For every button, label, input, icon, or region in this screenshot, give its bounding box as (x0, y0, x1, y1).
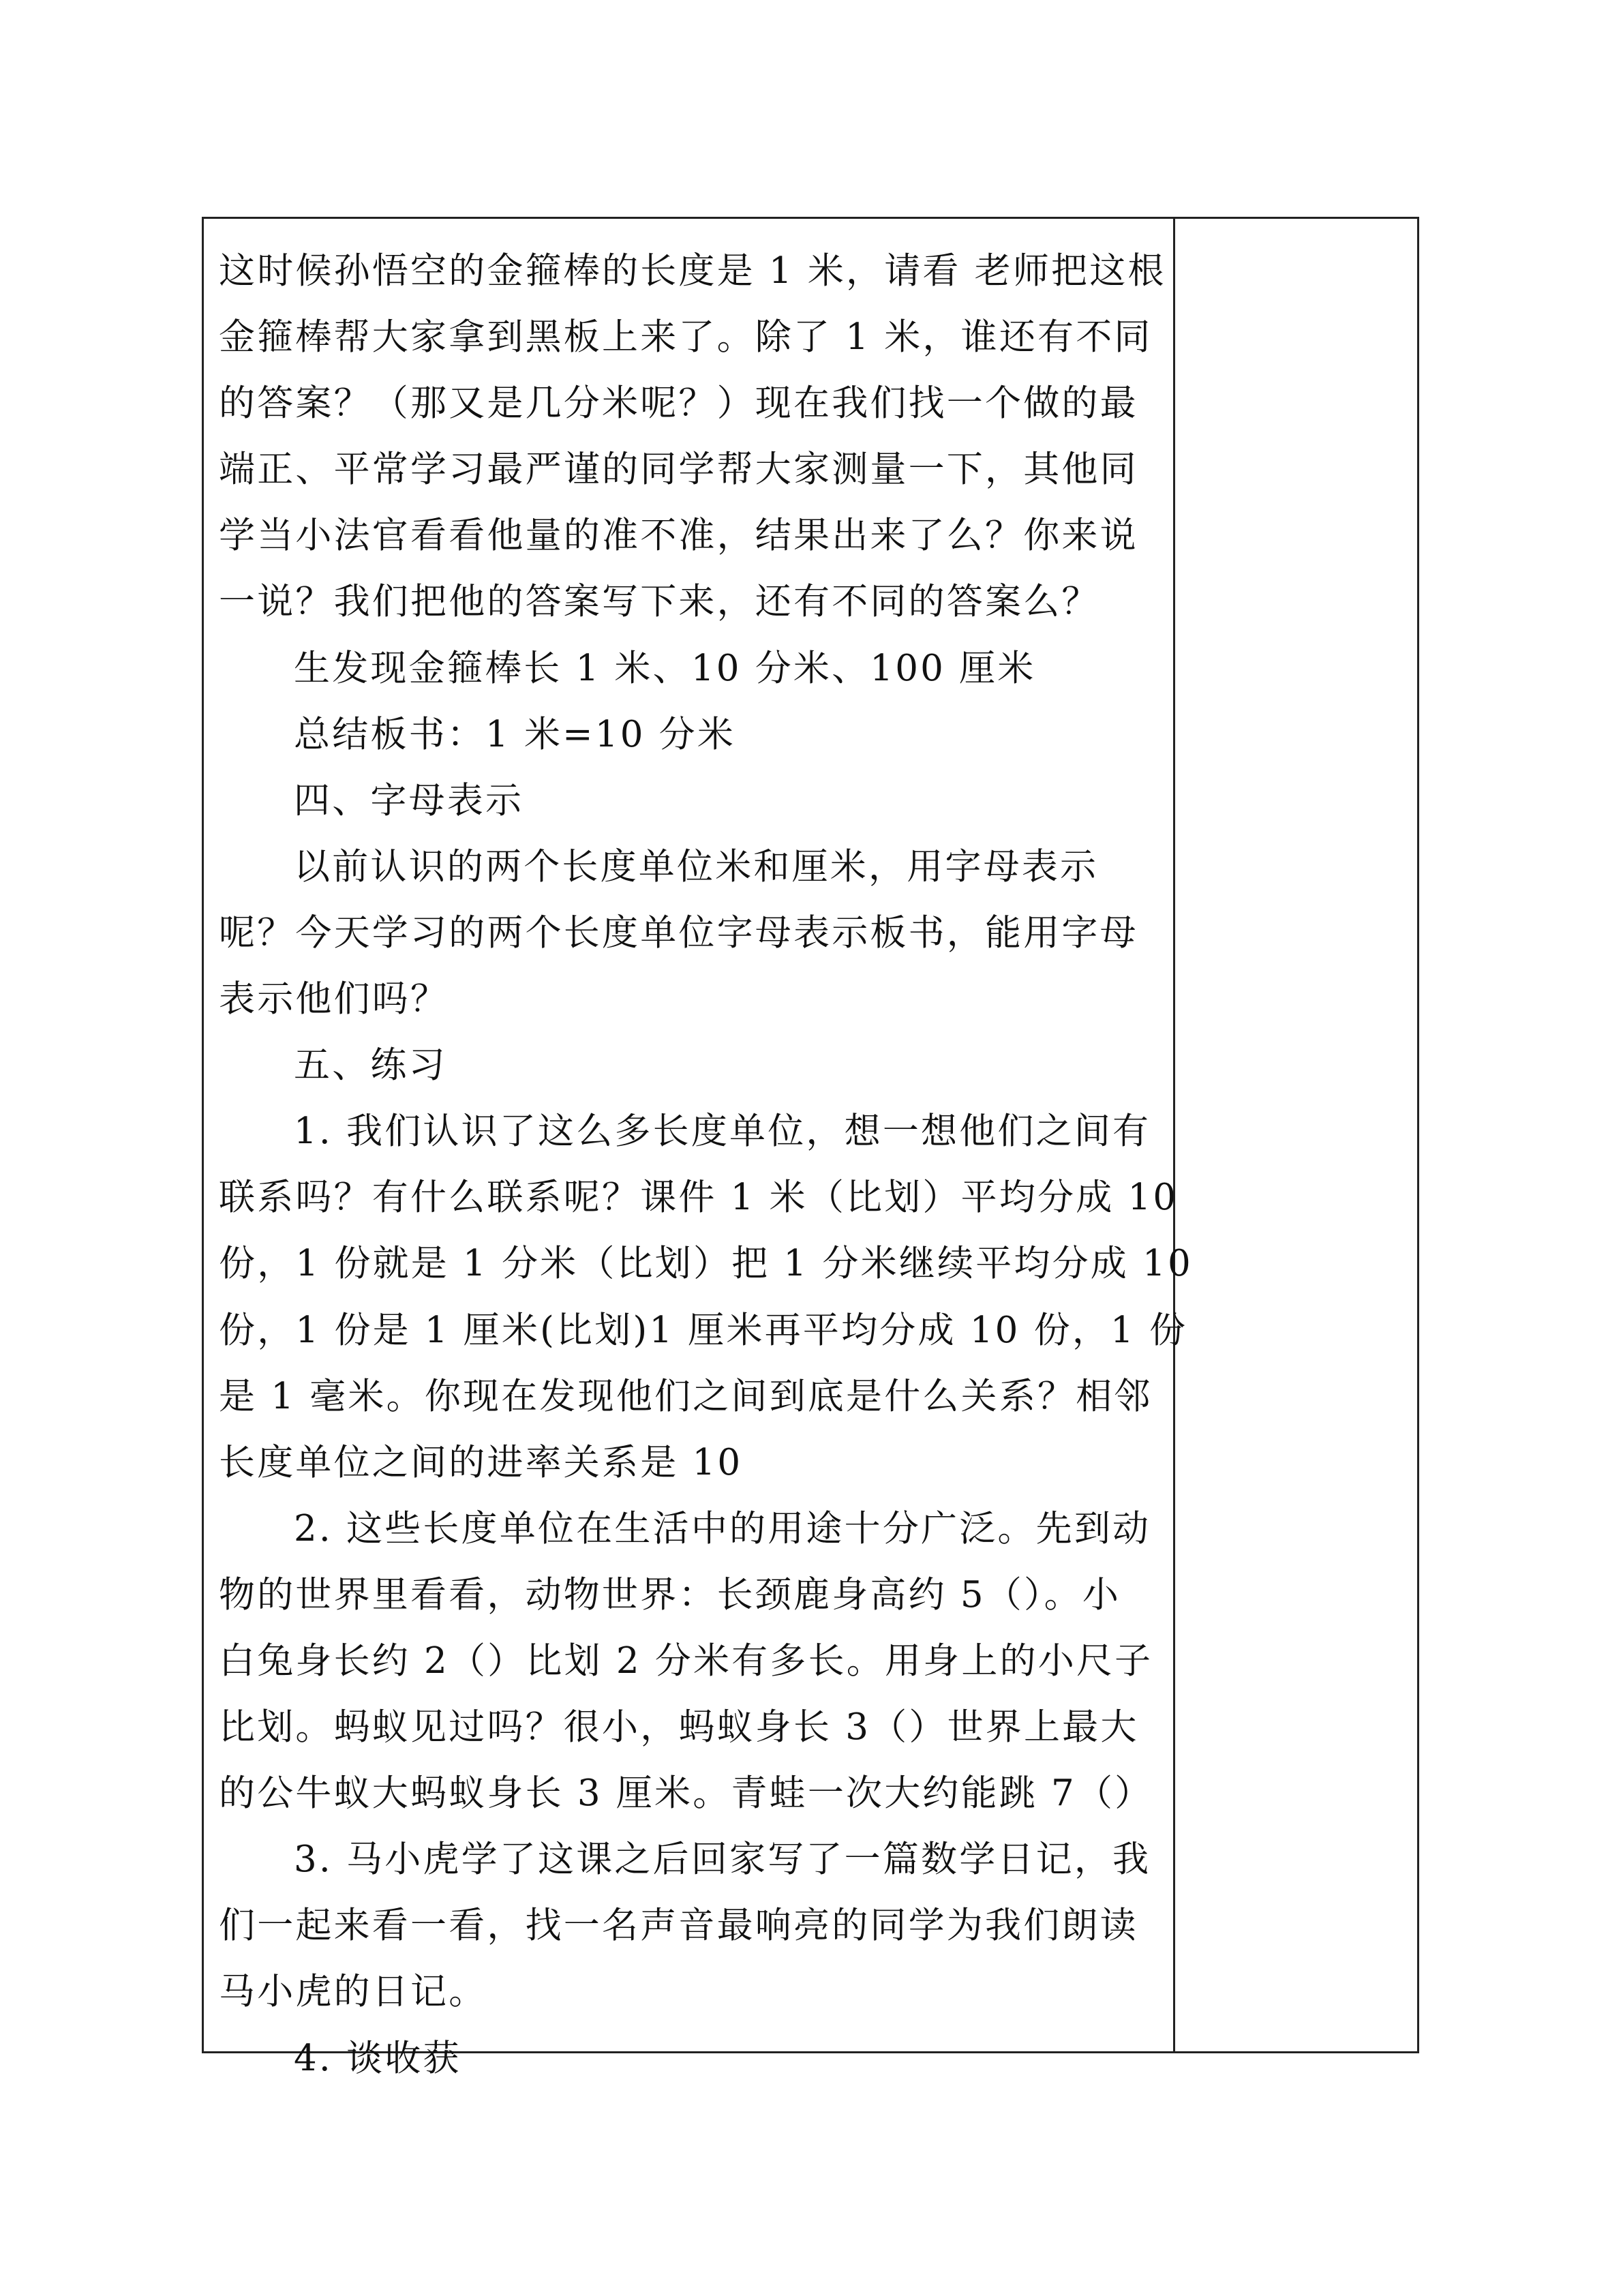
text-line: 们一起来看一看，找一名声音最响亮的同学为我们朗读 (219, 1905, 1138, 1947)
text-line: 四、字母表示 (294, 779, 524, 821)
notes-cell (1175, 219, 1417, 2051)
text-line: 4. 谈收获 (294, 2037, 461, 2079)
text-line: 学当小法官看看他量的准不准，结果出来了么？你来说 (219, 515, 1138, 557)
text-line: 联系吗？有什么联系呢？课件 1 米（比划）平均分成 10 (219, 1177, 1179, 1219)
text-line: 表示他们吗？ (219, 978, 449, 1021)
lesson-content-cell (204, 219, 1193, 2079)
text-line: 长度单位之间的进率关系是 10 (219, 1441, 743, 1483)
lesson-plan-table (202, 217, 1419, 2079)
text-line: 3. 马小虎学了这课之后回家写了一篇数学日记，我 (294, 1839, 1151, 1881)
text-line: 1. 我们认识了这么多长度单位，想一想他们之间有 (294, 1111, 1151, 1153)
text-line: 这时候孙悟空的金箍棒的长度是 1 米，请看 老师把这根 (219, 250, 1166, 292)
text-line: 呢？今天学习的两个长度单位字母表示板书，能用字母 (219, 911, 1138, 954)
text-line: 2. 这些长度单位在生活中的用途十分广泛。先到动 (294, 1507, 1151, 1550)
text-line: 份，1 份是 1 厘米(比划)1 厘米再平均分成 10 份，1 份 (219, 1309, 1188, 1351)
text-line: 端正、平常学习最严谨的同学帮大家测量一下，其他同 (219, 449, 1138, 491)
text-line: 白兔身长约 2（）比划 2 分米有多长。用身上的小尺子 (219, 1640, 1153, 1682)
text-line: 是 1 毫米。你现在发现他们之间到底是什么关系？相邻 (219, 1375, 1153, 1417)
text-line: 的公牛蚁大蚂蚁身长 3 厘米。青蛙一次大约能跳 7（） (219, 1772, 1153, 1815)
text-line: 比划。蚂蚁见过吗？很小，蚂蚁身长 3（）世界上最大 (219, 1706, 1139, 1749)
text-line: 马小虎的日记。 (219, 1971, 487, 2013)
text-line: 一说？我们把他的答案写下来，还有不同的答案么？ (219, 581, 1100, 623)
text-line: 总结板书：1 米=10 分米 (294, 713, 736, 755)
text-line: 五、练习 (294, 1044, 447, 1087)
text-line: 以前认识的两个长度单位米和厘米，用字母表示 (294, 845, 1099, 888)
text-line: 份，1 份就是 1 分米（比划）把 1 分米继续平均分成 10 (219, 1243, 1193, 1285)
text-line: 金箍棒帮大家拿到黑板上来了。除了 1 米，谁还有不同 (219, 316, 1153, 359)
text-line: 的答案？（那又是几分米呢？）现在我们找一个做的最 (219, 382, 1138, 425)
text-line: 生发现金箍棒长 1 米、10 分米、100 厘米 (294, 647, 1036, 689)
text-line: 物的世界里看看，动物世界：长颈鹿身高约 5（）。小 (219, 1573, 1121, 1616)
